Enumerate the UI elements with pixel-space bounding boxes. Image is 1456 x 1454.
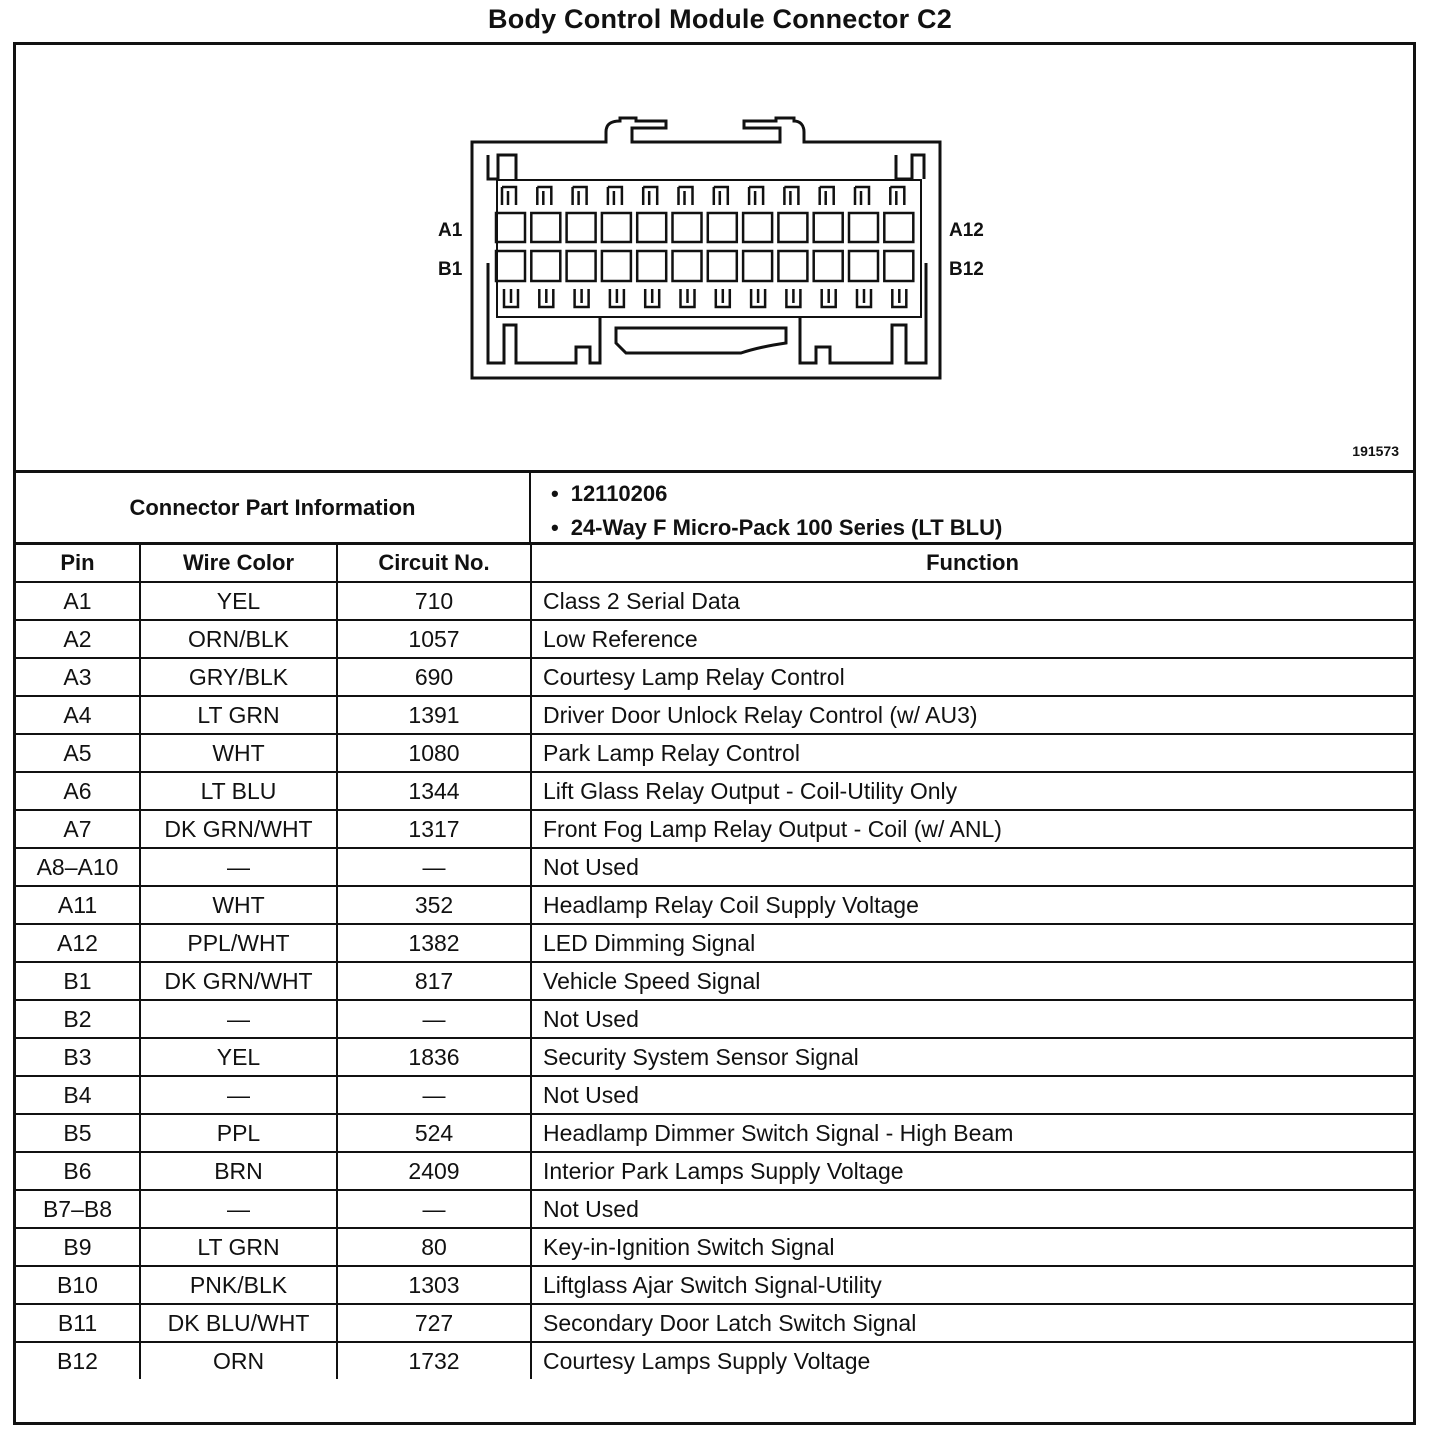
pin-cavity-b	[884, 251, 913, 281]
pin-cell: B10	[16, 1266, 140, 1304]
function-cell: Courtesy Lamps Supply Voltage	[531, 1342, 1413, 1379]
wire-color-cell: DK GRN/WHT	[140, 810, 337, 848]
pin-label-b1: B1	[438, 259, 463, 280]
pin-cavity-a	[567, 213, 596, 242]
function-cell: Not Used	[531, 848, 1413, 886]
table-row	[16, 924, 1413, 962]
pin-cavity-a	[814, 213, 843, 242]
lower-latch-tab	[822, 289, 836, 307]
circuit-no-cell: 1344	[337, 772, 531, 810]
lower-latch-tab	[857, 289, 871, 307]
circuit-no-cell: 1303	[337, 1266, 531, 1304]
function-cell: Key-in-Ignition Switch Signal	[531, 1228, 1413, 1266]
circuit-no-cell: 1732	[337, 1342, 531, 1379]
pin-cavity-a	[743, 213, 772, 242]
circuit-no-cell: 352	[337, 886, 531, 924]
pin-cell: A4	[16, 696, 140, 734]
circuit-no-cell: 1317	[337, 810, 531, 848]
pin-cavity-a	[531, 213, 560, 242]
function-cell: Liftglass Ajar Switch Signal-Utility	[531, 1266, 1413, 1304]
upper-latch-tab	[608, 187, 622, 205]
function-cell: Lift Glass Relay Output - Coil-Utility Only	[531, 772, 1413, 810]
wire-color-cell: LT GRN	[140, 1228, 337, 1266]
upper-latch-tab	[643, 187, 657, 205]
pin-cell: B2	[16, 1000, 140, 1038]
pin-cell: A6	[16, 772, 140, 810]
pin-label-a12: A12	[949, 220, 984, 241]
circuit-no-cell: 524	[337, 1114, 531, 1152]
circuit-no-cell: 690	[337, 658, 531, 696]
pin-cell: B3	[16, 1038, 140, 1076]
function-cell: Security System Sensor Signal	[531, 1038, 1413, 1076]
pin-cavity-b	[814, 251, 843, 281]
figure-number: 191573	[1352, 443, 1399, 459]
pin-table	[16, 545, 1413, 1379]
upper-latch-tab	[679, 187, 693, 205]
pin-cavity-b	[531, 251, 560, 281]
header-pin: Pin	[16, 545, 140, 582]
function-cell: LED Dimming Signal	[531, 924, 1413, 962]
wire-color-cell: ORN/BLK	[140, 620, 337, 658]
table-row	[16, 848, 1413, 886]
connector-description: • 24-Way F Micro-Pack 100 Series (LT BLU)	[551, 511, 1002, 545]
pin-cavity-a	[849, 213, 878, 242]
wire-color-cell: YEL	[140, 1038, 337, 1076]
header-function: Function	[531, 545, 1413, 582]
pin-cavity-b	[708, 251, 737, 281]
pin-cavity-b	[602, 251, 631, 281]
lower-latch-tab	[681, 289, 695, 307]
wire-color-cell: PPL/WHT	[140, 924, 337, 962]
pin-cell: B4	[16, 1076, 140, 1114]
table-row	[16, 734, 1413, 772]
part-info-label: Connector Part Information	[16, 473, 531, 542]
table-row	[16, 1076, 1413, 1114]
connector-diagram-area	[16, 45, 1413, 473]
pin-cell: A5	[16, 734, 140, 772]
pin-label-b12: B12	[949, 259, 984, 280]
function-cell: Class 2 Serial Data	[531, 582, 1413, 620]
table-row	[16, 620, 1413, 658]
pin-cell: B1	[16, 962, 140, 1000]
circuit-no-cell: 80	[337, 1228, 531, 1266]
lower-latch-tab	[751, 289, 765, 307]
pin-cavity-b	[637, 251, 666, 281]
lower-latch-tab	[575, 289, 589, 307]
table-row	[16, 1228, 1413, 1266]
wire-color-cell: BRN	[140, 1152, 337, 1190]
pin-cavity-a	[708, 213, 737, 242]
pin-cell: B7–B8	[16, 1190, 140, 1228]
table-row	[16, 1038, 1413, 1076]
table-row	[16, 1152, 1413, 1190]
wire-color-cell: LT GRN	[140, 696, 337, 734]
pin-cell: B9	[16, 1228, 140, 1266]
circuit-no-cell: 1080	[337, 734, 531, 772]
function-cell: Front Fog Lamp Relay Output - Coil (w/ ANL)	[531, 810, 1413, 848]
pin-cell: A2	[16, 620, 140, 658]
circuit-no-cell: 2409	[337, 1152, 531, 1190]
lower-latch-tab	[786, 289, 800, 307]
table-row	[16, 962, 1413, 1000]
wire-color-cell: DK BLU/WHT	[140, 1304, 337, 1342]
pin-cavity-b	[849, 251, 878, 281]
function-cell: Headlamp Dimmer Switch Signal - High Beam	[531, 1114, 1413, 1152]
table-row	[16, 1266, 1413, 1304]
pin-cell: A8–A10	[16, 848, 140, 886]
circuit-no-cell: —	[337, 1076, 531, 1114]
table-row	[16, 1190, 1413, 1228]
pin-cavity-a	[778, 213, 807, 242]
part-info-list	[551, 477, 1002, 545]
pin-cell: B5	[16, 1114, 140, 1152]
circuit-no-cell: 1836	[337, 1038, 531, 1076]
function-cell: Low Reference	[531, 620, 1413, 658]
wire-color-cell: —	[140, 1190, 337, 1228]
function-cell: Park Lamp Relay Control	[531, 734, 1413, 772]
wire-color-cell: —	[140, 1076, 337, 1114]
pin-cavity-b	[778, 251, 807, 281]
wire-color-cell: WHT	[140, 734, 337, 772]
function-cell: Not Used	[531, 1190, 1413, 1228]
pin-cavity-a	[637, 213, 666, 242]
lower-latch-tab	[539, 289, 553, 307]
function-cell: Interior Park Lamps Supply Voltage	[531, 1152, 1413, 1190]
pin-cell: A11	[16, 886, 140, 924]
pin-cavity-a	[496, 213, 525, 242]
circuit-no-cell: 1382	[337, 924, 531, 962]
table-row	[16, 810, 1413, 848]
wire-color-cell: YEL	[140, 582, 337, 620]
circuit-no-cell: —	[337, 1000, 531, 1038]
function-cell: Not Used	[531, 1000, 1413, 1038]
function-cell: Not Used	[531, 1076, 1413, 1114]
function-cell: Driver Door Unlock Relay Control (w/ AU3)	[531, 696, 1413, 734]
connector-face-drawing	[16, 45, 1413, 470]
pin-cell: A3	[16, 658, 140, 696]
lower-latch-tab	[716, 289, 730, 307]
circuit-no-cell: 1057	[337, 620, 531, 658]
table-row	[16, 1304, 1413, 1342]
upper-latch-tab	[784, 187, 798, 205]
upper-latch-tab	[890, 187, 904, 205]
upper-latch-tab	[820, 187, 834, 205]
lower-latch-tab	[892, 289, 906, 307]
wire-color-cell: LT BLU	[140, 772, 337, 810]
wire-color-cell: GRY/BLK	[140, 658, 337, 696]
pin-cell: B12	[16, 1342, 140, 1379]
lower-latch-tab	[645, 289, 659, 307]
function-cell: Headlamp Relay Coil Supply Voltage	[531, 886, 1413, 924]
page-title: Body Control Module Connector C2	[488, 4, 952, 34]
pin-label-a1: A1	[438, 220, 463, 241]
wire-color-cell: PNK/BLK	[140, 1266, 337, 1304]
table-row	[16, 1114, 1413, 1152]
wire-color-cell: WHT	[140, 886, 337, 924]
function-cell: Courtesy Lamp Relay Control	[531, 658, 1413, 696]
wire-color-cell: ORN	[140, 1342, 337, 1379]
connector-pin-cells	[496, 187, 913, 307]
upper-latch-tab	[537, 187, 551, 205]
header-circuit-no: Circuit No.	[337, 545, 531, 582]
pin-cell: A7	[16, 810, 140, 848]
lower-latch-tab	[504, 289, 518, 307]
pin-cavity-a	[602, 213, 631, 242]
pin-cell: A12	[16, 924, 140, 962]
upper-latch-tab	[749, 187, 763, 205]
circuit-no-cell: —	[337, 1190, 531, 1228]
upper-latch-tab	[855, 187, 869, 205]
circuit-no-cell: 1391	[337, 696, 531, 734]
header-wire-color: Wire Color	[140, 545, 337, 582]
table-row	[16, 1000, 1413, 1038]
wire-color-cell: —	[140, 1000, 337, 1038]
pin-cavity-b	[567, 251, 596, 281]
pin-cavity-b	[743, 251, 772, 281]
connector-document-frame	[13, 42, 1416, 1425]
pin-cell: B11	[16, 1304, 140, 1342]
pin-cavity-a	[884, 213, 913, 242]
part-number: • 12110206	[551, 477, 1002, 511]
wire-color-cell: DK GRN/WHT	[140, 962, 337, 1000]
pin-cavity-a	[673, 213, 702, 242]
circuit-no-cell: —	[337, 848, 531, 886]
circuit-no-cell: 817	[337, 962, 531, 1000]
pin-cavity-b	[673, 251, 702, 281]
pin-cell: B6	[16, 1152, 140, 1190]
function-cell: Secondary Door Latch Switch Signal	[531, 1304, 1413, 1342]
function-cell: Vehicle Speed Signal	[531, 962, 1413, 1000]
table-header-row	[16, 545, 1413, 582]
table-row	[16, 772, 1413, 810]
wire-color-cell: PPL	[140, 1114, 337, 1152]
lower-latch-tab	[610, 289, 624, 307]
table-row	[16, 582, 1413, 620]
circuit-no-cell: 727	[337, 1304, 531, 1342]
pin-cavity-b	[496, 251, 525, 281]
upper-latch-tab	[573, 187, 587, 205]
table-row	[16, 696, 1413, 734]
pin-cell: A1	[16, 582, 140, 620]
table-row	[16, 1342, 1413, 1379]
circuit-no-cell: 710	[337, 582, 531, 620]
connector-part-info-row	[16, 473, 1413, 545]
table-row	[16, 658, 1413, 696]
table-row	[16, 886, 1413, 924]
wire-color-cell: —	[140, 848, 337, 886]
upper-latch-tab	[502, 187, 516, 205]
upper-latch-tab	[714, 187, 728, 205]
connector-housing-outline	[472, 118, 940, 378]
